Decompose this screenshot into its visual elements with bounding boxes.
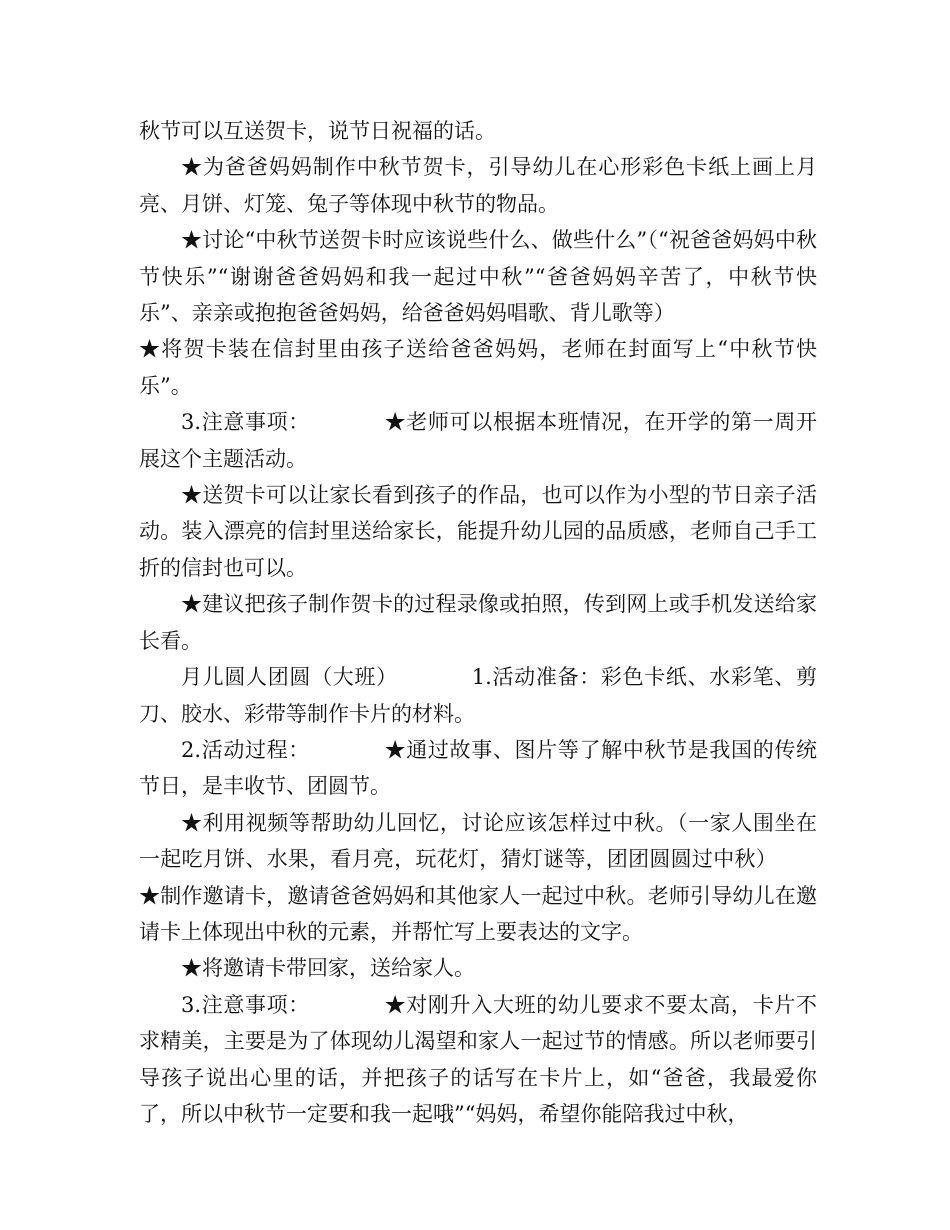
paragraph-text: ★利用视频等帮助幼儿回忆，讨论应该怎样过中秋。（一家人围坐在一起吃月饼、水果，看月亮，玩花灯，猜灯谜等，团团圆圆过中秋）	[139, 810, 817, 872]
paragraph-9	[139, 732, 817, 805]
section-label: 3.注意事项：	[181, 410, 310, 435]
paragraph-text: ★对刚升入大班的幼儿要求不要太高，卡片不求精美，主要是为了体现幼儿渴望和家人一起过节的情感。所以老师要引导孩子说出心里的话，并把孩子的话写在卡片上，如“爸爸，我最爱你了，所以中秋节一定要和我一起哦”“妈妈，希望你能陪我过中秋，	[139, 992, 817, 1126]
paragraph-text: ★为爸爸妈妈制作中秋节贺卡，引导幼儿在心形彩色卡纸上画上月亮、月饼、灯笼、兔子等体现中秋节的物品。	[139, 155, 817, 216]
paragraph-8	[139, 659, 817, 732]
paragraph-text: ★老师可以根据本班情况，在开学的第一周开展这个主题活动。	[139, 410, 817, 471]
document-body	[139, 113, 817, 1132]
paragraph-text-continued: ★制作邀请卡，邀请爸爸妈妈和其他家人一起过中秋。老师引导幼儿在邀请卡上体现出中秋的元素，并帮忙写上要表达的文字。	[139, 883, 817, 944]
paragraph-text: ★建议把孩子制作贺卡的过程录像或拍照，传到网上或手机发送给家长看。	[139, 592, 817, 653]
paragraph-5	[139, 404, 817, 477]
section-label: 3.注意事项：	[181, 992, 310, 1017]
paragraph-12	[139, 987, 817, 1133]
paragraph-text: ★将贺卡装在信封里由孩子送给爸爸妈妈，老师在封面写上“中秋节快乐”。	[139, 337, 817, 398]
paragraph-text: 秋节可以互送贺卡，说节日祝福的话。	[139, 119, 496, 143]
section-heading: 月儿圆人团圆（大班）	[181, 665, 398, 690]
paragraph-text: ★送贺卡可以让家长看到孩子的作品，也可以作为小型的节日亲子活动。装入漂亮的信封里送给家长，能提升幼儿园的品质感，老师自己手工折的信封也可以。	[139, 483, 817, 580]
section-label: 2.活动过程：	[181, 737, 310, 762]
paragraph-text: ★将邀请卡带回家，送给家人。	[181, 956, 475, 981]
paragraph-text: ★讨论“中秋节送贺卡时应该说些什么、做些什么”（“祝爸爸妈妈中秋节快乐”“谢谢爸爸妈妈和我一起过中秋”“爸爸妈妈辛苦了，中秋节快乐”、亲亲或抱抱爸爸妈妈，给爸爸妈妈唱歌、背儿歌等）	[139, 228, 817, 326]
paragraph-11	[139, 950, 817, 986]
paragraph-10	[139, 805, 817, 951]
paragraph-1	[139, 113, 817, 149]
paragraph-7	[139, 586, 817, 659]
paragraph-2	[139, 149, 817, 222]
paragraph-3	[139, 222, 817, 331]
paragraph-text: 1.活动准备：彩色卡纸、水彩笔、剪刀、胶水、彩带等制作卡片的材料。	[139, 665, 817, 726]
paragraph-4	[139, 331, 817, 404]
paragraph-6	[139, 477, 817, 586]
paragraph-text: ★通过故事、图片等了解中秋节是我国的传统节日，是丰收节、团圆节。	[139, 737, 817, 799]
